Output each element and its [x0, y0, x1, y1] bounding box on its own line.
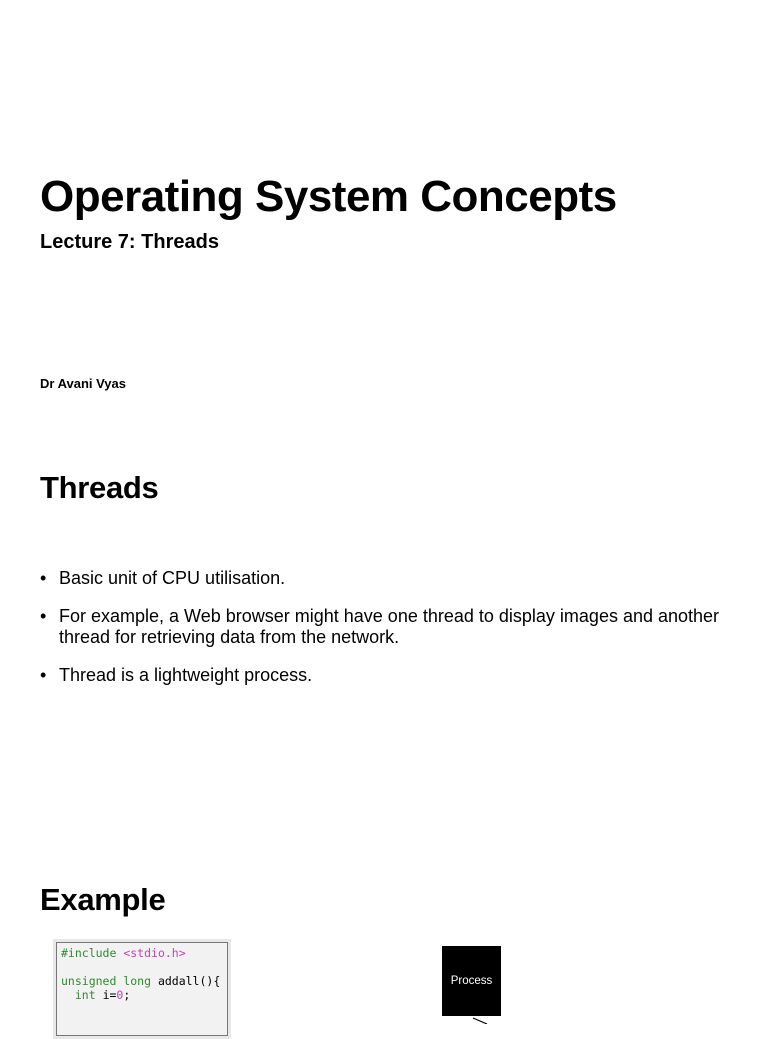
process-label: Process [450, 975, 493, 987]
threads-bullet-list [40, 568, 730, 703]
slide-title: Operating System Concepts [40, 172, 617, 221]
process-arrow-line [473, 1018, 487, 1024]
bullet-item [40, 606, 730, 648]
slide-author: Dr Avani Vyas [40, 376, 126, 391]
example-heading: Example [40, 882, 166, 917]
bullet-text: For example, a Web browser might have one thread to display images and another thread for retrieving data from the network. [59, 606, 720, 647]
slide-subtitle: Lecture 7: Threads [40, 231, 219, 253]
code-function-type: unsigned long [61, 974, 152, 988]
bullet-text: Thread is a lightweight process. [59, 665, 313, 685]
threads-heading: Threads [40, 470, 159, 505]
code-var-decl: i= [95, 988, 117, 1002]
bullet-item [40, 568, 730, 589]
code-snippet [53, 939, 231, 1039]
code-include-directive: #include [61, 946, 117, 960]
bullet-dot-icon: • [40, 568, 47, 588]
bullet-dot-icon: • [40, 606, 47, 626]
bullet-dot-icon: • [40, 665, 47, 685]
code-include-header: <stdio.h> [123, 946, 186, 960]
code-function-signature: addall(){ [151, 974, 221, 988]
code-content [56, 942, 228, 1036]
code-var-init: 0 [116, 988, 124, 1002]
bullet-text: Basic unit of CPU utilisation. [59, 568, 286, 588]
code-var-type: int [74, 988, 96, 1002]
process-arrow [465, 1014, 495, 1024]
bullet-item [40, 665, 730, 686]
process-box [442, 946, 501, 1016]
code-var-end: ; [123, 988, 131, 1002]
